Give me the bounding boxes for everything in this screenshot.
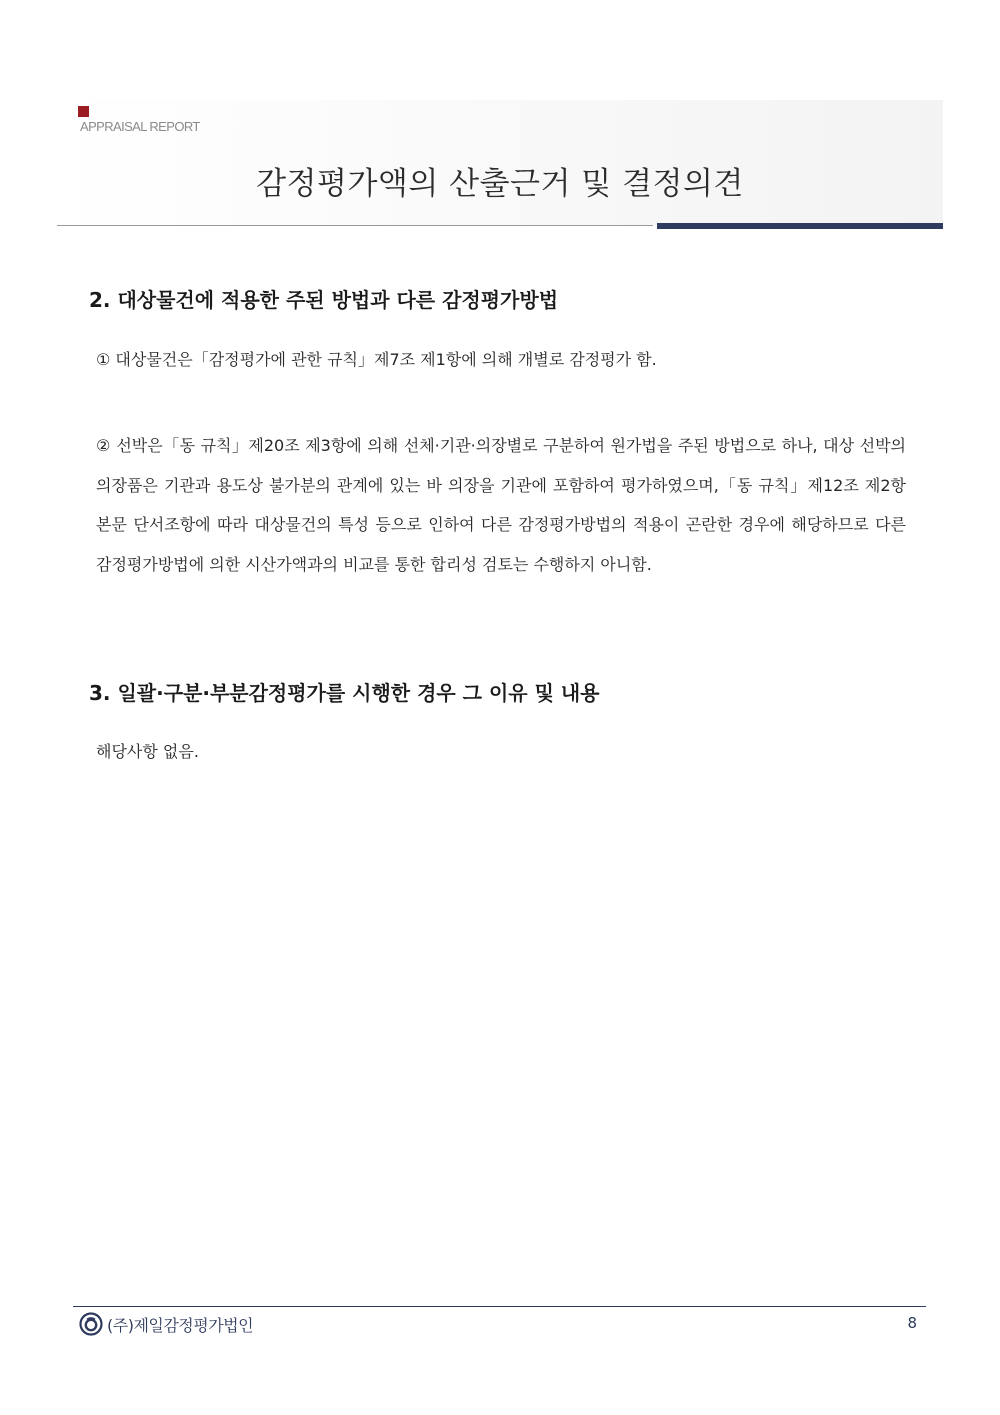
page-number: 8 <box>907 1314 917 1332</box>
circle-logo-icon <box>79 1312 103 1336</box>
brand-label: APPRAISAL REPORT <box>80 119 200 134</box>
paragraph-2-2: ② 선박은「동 규칙」제20조 제3항에 의해 선체·기관·의장별로 구분하여 원가법을 주된 방법으로 하나, 대상 선박의 의장품은 기관과 용도상 불가분의 관계에 있는 바 의장을 기관에 포함하여 평가하였으며,「동 규칙」제12조 제2항 본문 단서조항에 따라 대상물건의 특성 등으로 인하여 다른 감정평가방법의 적용이 곤란한 경우에 해당하므로 다른 감정평가방법에 의한 시산가액과의 비교를 통한 합리성 검토는 수행하지 아니함. <box>96 436 906 574</box>
footer-divider <box>73 1306 926 1307</box>
header-divider-thin <box>57 225 653 226</box>
section-heading-3: 3. 일괄·구분·부분감정평가를 시행한 경우 그 이유 및 내용 <box>89 681 600 705</box>
paragraph-3-1: 해당사항 없음. <box>96 742 199 761</box>
header-divider-thick <box>657 223 943 229</box>
brand-square-icon <box>78 106 89 117</box>
footer-company-name: (주)제일감정평가법인 <box>107 1316 254 1335</box>
section-heading-2: 2. 대상물건에 적용한 주된 방법과 다른 감정평가방법 <box>89 288 559 312</box>
page-title: 감정평가액의 산출근거 및 결정의견 <box>256 166 744 202</box>
paragraph-2-1: ① 대상물건은「감정평가에 관한 규칙」제7조 제1항에 의해 개별로 감정평가 함. <box>96 350 657 369</box>
